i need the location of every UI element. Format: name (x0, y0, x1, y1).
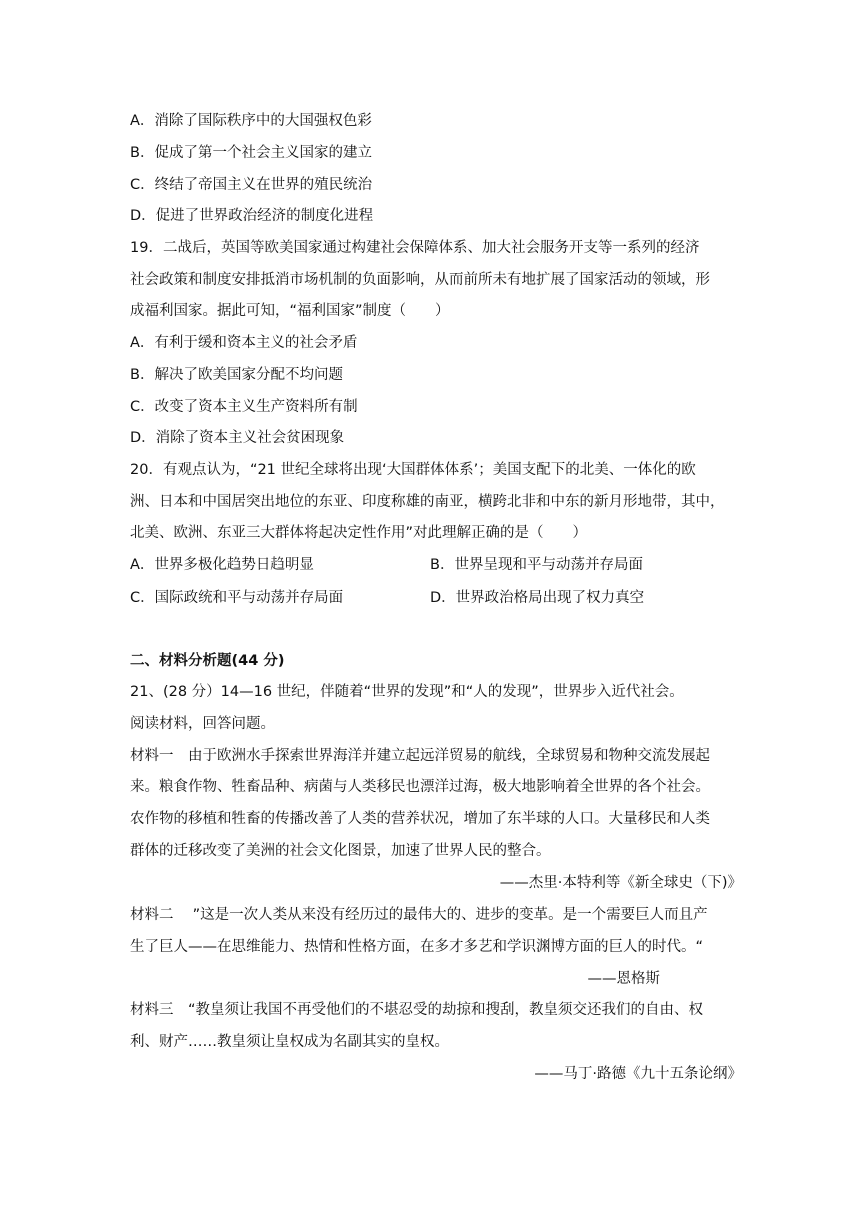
material-1-line-3: 农作物的移植和牲畜的传播改善了人类的营养状况，增加了东半球的人口。大量移民和人类 (130, 811, 710, 827)
q18-option-d: D．促进了世界政治经济的制度化进程 (130, 208, 374, 224)
section-2-title: 二、材料分析题(44 分) (130, 653, 285, 669)
q19-stem-line-3: 成福利国家。据此可知，“福利国家”制度（ ） (130, 303, 450, 319)
material-1-source: ——杰里·本特利等《新全球史（下)》 (499, 875, 742, 891)
q18-option-a: A．消除了国际秩序中的大国强权色彩 (130, 113, 372, 129)
q20-stem-line-3: 北美、欧洲、东亚三大群体将起决定性作用”对此理解正确的是（ ） (130, 525, 588, 541)
material-1-line-4: 群体的迁移改变了美洲的社会文化图景，加速了世界人民的整合。 (130, 843, 551, 859)
q19-option-a: A．有利于缓和资本主义的社会矛盾 (130, 335, 358, 351)
q20-option-d: D．世界政治格局出现了权力真空 (430, 590, 645, 606)
q19-option-b: B．解决了欧美国家分配不均问题 (130, 367, 343, 383)
material-2-line-1: 材料二 ”这是一次人类从来没有经历过的最伟大的、进步的变革。是一个需要巨人而且产 (130, 907, 708, 923)
q19-option-c: C．改变了资本主义生产资料所有制 (130, 399, 358, 415)
q19-stem-line-1: 19．二战后，英国等欧美国家通过构建社会保障体系、加大社会服务开支等一系列的经济 (130, 240, 700, 256)
q18-option-b: B．促成了第一个社会主义国家的建立 (130, 145, 372, 161)
material-1-line-2: 来。粮食作物、牲畜品种、病菌与人类移民也漂洋过海，极大地影响着全世界的各个社会。 (130, 779, 710, 795)
q20-stem-line-1: 20．有观点认为，“21 世纪全球将出现‘大国群体体系’；美国支配下的北美、一体化的欧 (130, 462, 696, 478)
q18-option-c: C．终结了帝国主义在世界的殖民统治 (130, 177, 373, 193)
material-2-line-2: 生了巨人——在思维能力、热情和性格方面，在多才多艺和学识渊博方面的巨人的时代。“ (130, 939, 704, 955)
q19-stem-line-2: 社会政策和制度安排抵消市场机制的负面影响，从而前所未有地扩展了国家活动的领域，形 (130, 272, 710, 288)
q21-intro-line-2: 阅读材料，回答问题。 (130, 716, 275, 732)
q20-option-b: B．世界呈现和平与动荡并存局面 (430, 557, 643, 573)
q21-intro-line-1: 21、(28 分）14—16 世纪，伴随着“世界的发现”和“人的发现”，世界步入近代社会。 (130, 684, 684, 700)
material-1-line-1: 材料一 由于欧洲水手探索世界海洋并建立起远洋贸易的航线，全球贸易和物种交流发展起 (130, 748, 710, 764)
material-3-source: ——马丁·路德《九十五条论纲》 (534, 1066, 742, 1082)
q19-option-d: D．消除了资本主义社会贫困现象 (130, 430, 345, 446)
q20-option-c: C．国际政统和平与动荡并存局面 (130, 590, 344, 606)
material-3-line-1: 材料三 “教皇须让我国不再受他们的不堪忍受的劫掠和搜刮，教皇须交还我们的自由、权 (130, 1002, 704, 1018)
q20-stem-line-2: 洲、日本和中国居突出地位的东亚、印度称雄的南亚，横跨北非和中东的新月形地带，其中， (130, 494, 725, 510)
q20-option-a: A．世界多极化趋势日趋明显 (130, 557, 314, 573)
material-3-line-2: 利、财产……教皇须让皇权成为名副其实的皇权。 (130, 1034, 449, 1050)
material-2-source: ——恩格斯 (587, 971, 660, 987)
